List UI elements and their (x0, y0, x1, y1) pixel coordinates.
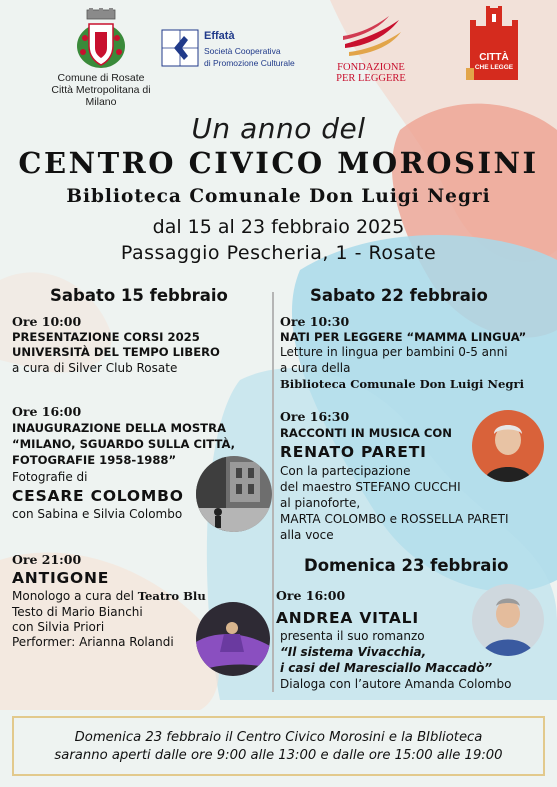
portrait-photo-icon (472, 584, 544, 656)
event-detail: Dialoga con l’autore Amanda Colombo (280, 677, 512, 691)
library-name: Biblioteca Comunale Don Luigi Negri (66, 186, 491, 207)
day-heading-15: Sabato 15 febbraio (50, 286, 228, 305)
event-time: Ore 16:00 (276, 588, 346, 603)
photo-andrea-vitali (472, 584, 544, 656)
citta-line-1: CITTÀ (479, 52, 509, 63)
fondazione-line-1: FONDAZIONE (337, 62, 405, 73)
coat-of-arms-icon (73, 8, 129, 72)
event-time: Ore 16:30 (280, 409, 350, 424)
event-title-line: PRESENTAZIONE CORSI 2025 (12, 330, 200, 344)
photo-antigone (196, 602, 270, 676)
library-credit: Biblioteca Comunale Don Luigi Negri (280, 377, 524, 391)
event-title-line: INAUGURAZIONE DELLA MOSTRA (12, 421, 226, 435)
event-title-line: UNIVERSITÀ DEL TEMPO LIBERO (12, 345, 220, 359)
logo-effata (160, 28, 320, 72)
event-detail: con Silvia Priori (12, 620, 105, 634)
event-title-line: RACCONTI IN MUSICA CON (280, 426, 452, 440)
effata-subtitle-2: di Promozione Culturale (204, 58, 295, 68)
effata-subtitle-1: Società Cooperativa (204, 46, 281, 56)
event-detail-text: Monologo a cura del (12, 589, 138, 603)
event-time: Ore 10:30 (280, 314, 350, 329)
event-detail: del maestro STEFANO CUCCHI (280, 480, 461, 494)
event-detail: con Sabina e Silvia Colombo (12, 507, 183, 521)
opening-hours-line-1: Domenica 23 febbraio il Centro Civico Morosini e la BIblioteca (74, 730, 483, 745)
day-heading-22: Sabato 22 febbraio (310, 286, 488, 305)
day-heading-23: Domenica 23 febbraio (304, 556, 509, 575)
event-detail: presenta il suo romanzo (280, 629, 425, 643)
event-detail: Performer: Arianna Rolandi (12, 635, 174, 649)
effata-mark-icon (160, 28, 200, 68)
event-detail: a cura della (280, 361, 351, 375)
fondazione-swoosh-icon (339, 14, 403, 58)
event-detail: MARTA COLOMBO e ROSSELLA PARETI (280, 512, 509, 526)
comune-region: Città Metropolitana di Milano (51, 84, 151, 108)
column-divider (272, 292, 274, 692)
event-detail: Fotografie di (12, 470, 88, 484)
effata-name: Effatà (204, 30, 235, 42)
event-time: Ore 16:00 (12, 404, 82, 419)
event-detail: a cura di Silver Club Rosate (12, 361, 178, 375)
guest-name: ANDREA VITALI (276, 609, 419, 627)
event-title-line: FOTOGRAFIE 1958-1988” (12, 453, 177, 467)
guest-name: RENATO PARETI (280, 443, 427, 461)
show-title: ANTIGONE (12, 569, 110, 587)
book-title-line: i casi del Maresciallo Maccadò” (280, 661, 493, 675)
event-subtitle: Un anno del (191, 112, 366, 145)
opening-hours-box (12, 716, 545, 776)
logo-citta-che-legge (466, 6, 522, 82)
event-detail: Testo di Mario Bianchi (12, 605, 143, 619)
performer-photo-icon (196, 602, 270, 676)
event-detail: al pianoforte, (280, 496, 361, 510)
event-title: CENTRO CIVICO MOROSINI (18, 146, 539, 180)
event-detail: Con la partecipazione (280, 464, 411, 478)
event-title-line: NATI PER LEGGERE “MAMMA LINGUA” (280, 330, 527, 344)
street-photo-icon (196, 456, 272, 532)
guest-name: CESARE COLOMBO (12, 487, 184, 505)
event-detail (12, 589, 206, 605)
event-dates: dal 15 al 23 febbraio 2025 (152, 216, 405, 238)
event-detail: Letture in lingua per bambini 0-5 anni (280, 345, 508, 359)
event-title-line: “MILANO, SGUARDO SULLA CITTÀ, (12, 437, 236, 451)
portrait-photo-icon (472, 410, 544, 482)
event-time: Ore 10:00 (12, 314, 82, 329)
theatre-name: Teatro Blu (137, 589, 206, 603)
citta-line-2: CHE LEGGE (474, 64, 514, 71)
comune-name: Comune di Rosate (57, 72, 145, 84)
event-address: Passaggio Pescheria, 1 - Rosate (120, 242, 437, 264)
photo-cesare-colombo (196, 456, 272, 532)
fondazione-line-2: PER LEGGERE (336, 73, 406, 84)
logo-comune-rosate (36, 8, 166, 108)
opening-hours-line-2: saranno aperti dalle ore 9:00 alle 13:00 e dalle ore 15:00 alle 19:00 (54, 748, 503, 763)
book-title-line: “Il sistema Vivacchia, (280, 645, 427, 659)
event-detail: alla voce (280, 528, 334, 542)
photo-renato-pareti (472, 410, 544, 482)
event-time: Ore 21:00 (12, 552, 82, 567)
logo-fondazione-per-leggere (336, 14, 406, 84)
